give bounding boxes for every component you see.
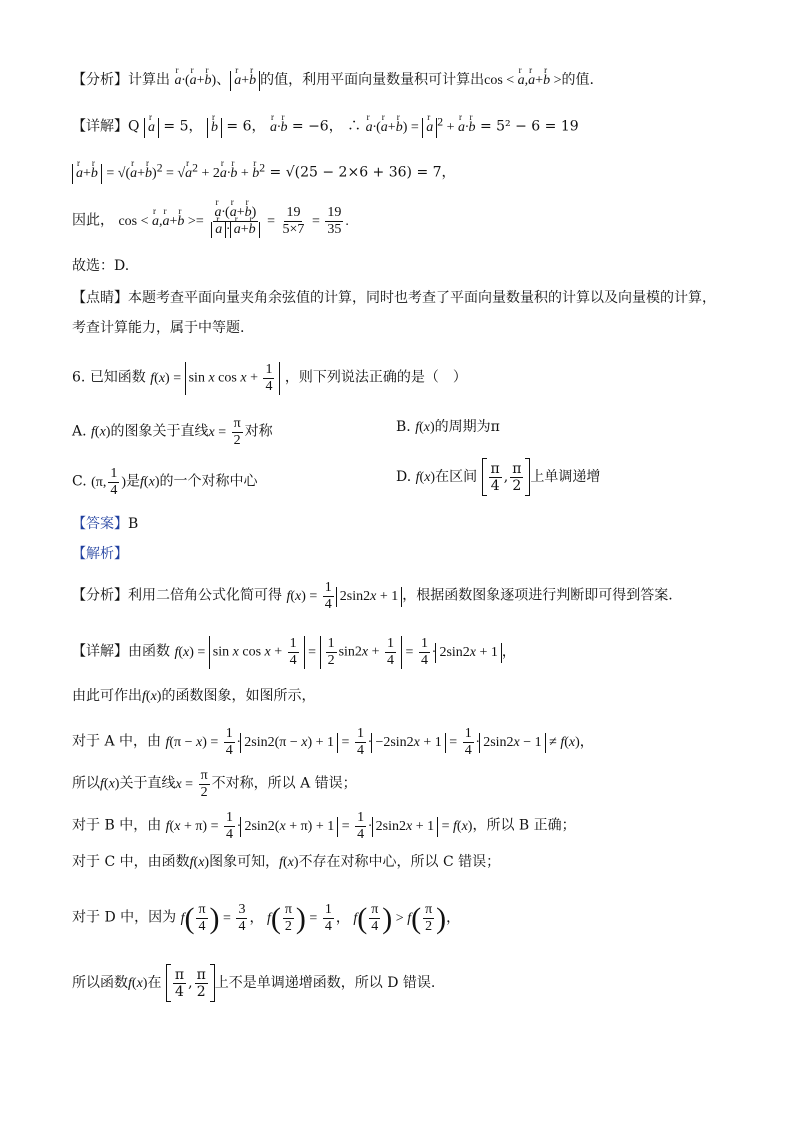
detail-eq-1: = 5， [163, 118, 203, 135]
analysis-line [72, 70, 594, 91]
frac-pi-4: $\frac{\pi}{4}$ [490, 460, 500, 494]
d-text-3: 在 [147, 975, 162, 991]
analysis-text-4: 的值. [561, 72, 594, 88]
interval-left-bracket [482, 458, 487, 496]
expr-fx-a2: f(x) [100, 776, 120, 792]
detail-line-1 [72, 112, 579, 138]
a-text-4: 不对称，所以 A 错误； [211, 775, 357, 792]
conclude-den-2: 35 [327, 222, 342, 237]
d-text-4: 上不是单调递增函数，所以 D 错误. [214, 975, 436, 991]
expr-fx-simplified: f(x) = $\frac{1}{4}$ 2sin2x + 1 [286, 589, 402, 604]
solution-detail-text-1: 由函数 [128, 643, 170, 660]
solution-analysis [72, 580, 673, 613]
expr-fx-definition: f(x) = sin x cos x + $\frac{1}{4}$ [150, 371, 280, 386]
expr-fx-d: f(x) [415, 470, 436, 485]
graph-line [72, 686, 315, 707]
analysis-d-conclusion: 所以函数f(x)在 $\frac{\pi}{4}$ , $\frac{\pi}{2}$ 上不是单调递增函数，所以 D 错误. [72, 964, 435, 1002]
b-text-1: 对于 B 中，由 [72, 817, 162, 834]
comment-tag: 【点睛】 [72, 290, 128, 306]
option-c-text-1: 是 [126, 473, 141, 490]
c-text-1: 对于 C 中，由函数 [72, 854, 190, 870]
detail-eq-2: = 6， [226, 118, 266, 135]
detail-tag: 【详解】 [72, 118, 128, 135]
expr-a-dot-a-plus-b: r a·(r a+r b) [174, 73, 216, 88]
detail-line-2 [72, 158, 456, 184]
frac-pi-2-b: $\frac{\pi}{2}$ [196, 966, 206, 1000]
answer-value: B [128, 516, 139, 532]
expr-a-dot-b: r a·r b [270, 120, 288, 135]
conclude-num-2: 19 [327, 205, 342, 220]
expr-x-eq-pi-2-b: x = $\frac{\pi}{2}$ [175, 768, 208, 800]
solution-tag: 【解析】 [72, 546, 128, 562]
expr-fx-c3: f(x) [279, 855, 299, 870]
detail-line2-rhs: = √(25 − 2×6 + 36) = 7， [269, 164, 456, 181]
d-text-2: 所以函数 [72, 975, 128, 991]
answer-line: 故选：D. [72, 258, 130, 274]
option-c-text-2: 的一个对称中心 [159, 473, 258, 490]
expr-fx-graph: f(x) [142, 689, 162, 704]
expr-abs-a-plus-b: r a+r b [230, 71, 260, 91]
solution-analysis-text-1: 利用二倍角公式化简可得 [128, 587, 282, 604]
option-d-label: D. [396, 469, 412, 485]
graph-text-1: 由此可作出 [72, 688, 142, 704]
analysis-b [72, 810, 576, 843]
stem-suffix: ，则下列说法正确的是（ ） [284, 369, 467, 386]
frac-pi-2: $\frac{\pi}{2}$ [512, 460, 522, 494]
answer-6 [72, 514, 138, 534]
question-number: 6. [72, 369, 86, 386]
analysis-d [72, 902, 460, 935]
a-text-2: 所以 [72, 775, 100, 792]
analysis-text-3: 的值，利用平面向量数量积可计算出 [260, 72, 485, 88]
option-a-text-1: 的图象关于直线 [110, 423, 209, 440]
stem-prefix: 已知函数 [89, 369, 146, 386]
comment-text: 本题考查平面向量夹角余弦值的计算，同时也考查了平面向量数量积的计算以及向量模的计算， [128, 290, 716, 306]
expr-a-check: f(π − x) = $\frac{1}{4}$ · 2sin2(π − x) + 1 = $\frac{1}{4}$ · −2sin2x + 1 = $\frac{1}{4}$ · 2sin2x − 1 ≠ f(x)， [165, 726, 594, 758]
conclude-den: 5×7 [282, 222, 305, 237]
analysis-text-1: 计算出 [128, 72, 170, 88]
analysis-c [72, 852, 500, 873]
therefore-symbol: ∴ [347, 118, 362, 135]
detail-line-3 [72, 205, 349, 238]
expr-fx-d2: f(x) [128, 976, 148, 991]
expr-abs-a: r a [144, 118, 159, 138]
analysis-a [72, 726, 594, 759]
c-text-3: 不存在对称中心，所以 C 错误； [298, 854, 501, 870]
detail-eq-3: = −6， [291, 118, 343, 135]
option-d-text-2: 上单调递增 [530, 469, 601, 485]
option-a-label: A. [72, 423, 87, 440]
expr-abs-b: r b [207, 118, 222, 138]
conclude-num: 19 [286, 205, 301, 220]
option-a-text-2: 对称 [244, 423, 273, 440]
expr-a-dot-a-plus-b-2: r a·(r a+r b) = r a $^2$ + r a·r b [366, 120, 476, 135]
option-b-label: B. [396, 419, 411, 435]
option-b-text: 的周期为π [434, 419, 500, 435]
option-c[interactable] [72, 466, 257, 499]
option-d-text-1: 在区间 [435, 469, 478, 485]
b-text-2: ，所以 B 正确； [472, 817, 576, 834]
detail-eq-4: = 5² − 6 = 19 [479, 118, 579, 135]
c-text-2: 图象可知， [209, 854, 280, 870]
expr-fx-b: f(x) [415, 420, 435, 435]
expr-cos-formula: cos < r a,r a+r b >= r a·(r a+r b) r a ·r a+r b = $\frac{19}{5\times 7}$ = $\frac{19}{35}$ . [118, 214, 348, 229]
answer-tag: 【答案】 [72, 516, 128, 532]
analysis-a-conclusion [72, 768, 357, 801]
graph-text-2: 的函数图象，如图所示， [161, 688, 316, 704]
analysis-tag: 【分析】 [72, 72, 128, 88]
option-d[interactable]: D. f(x)在区间 $\frac{\pi}{4}$ , $\frac{\pi}{2}$ 上单调递增 [396, 458, 600, 496]
a-text-3: 关于直线 [119, 775, 176, 792]
option-b[interactable] [396, 416, 500, 436]
expr-fx-c: f(x) [140, 474, 160, 490]
expr-d-check: f( $\frac{\pi}{4}$ ) = $\frac{3}{4}$ ， f( $\frac{\pi}{2}$ ) = $\frac{1}{4}$ ， f( $\frac{\pi}{4}$ ) > f( $\frac{\pi}{2}$ )， [180, 901, 461, 935]
expr-sqrt-expansion: = √(r a+r b)$^2$ = √r $a^2 + 2r$ a·r b + r $b^2$ [106, 166, 265, 181]
detail-q: Q [128, 118, 140, 135]
option-a[interactable] [72, 416, 273, 449]
solution-detail [72, 636, 516, 669]
expr-abs-a-plus-b-2: r a+r b [72, 164, 102, 184]
solution-analysis-text-2: ，根据函数图象逐项进行判断即可得到答案. [402, 587, 673, 604]
conclude-prefix: 因此， [72, 212, 114, 229]
a-text-1: 对于 A 中，由 [72, 733, 162, 750]
d-text-1: 对于 D 中，因为 [72, 909, 177, 926]
expr-cos-angle: cos < r a,r a+r b > [484, 73, 561, 88]
expr-x-eq-pi-2: x = $\frac{\pi}{2}$ [208, 416, 241, 448]
expr-b-check: f(x + π) = $\frac{1}{4}$ · 2sin2(x + π) + 1 = $\frac{1}{4}$ · 2sin2x + 1 = f(x) [165, 810, 473, 842]
expr-fx-c2: f(x) [189, 855, 210, 870]
frac-pi-4-b: $\frac{\pi}{4}$ [174, 966, 185, 1000]
solution-analysis-tag: 【分析】 [72, 587, 128, 604]
solution-detail-tag: 【详解】 [72, 643, 128, 660]
expr-point-pi-quarter: (π, $\frac{1}{4}$ ) [91, 466, 127, 498]
question-stem [72, 362, 467, 395]
option-c-label: C. [72, 473, 87, 490]
expr-fx-a: f(x) [91, 424, 111, 440]
interval-left-bracket-2 [166, 964, 171, 1002]
comment-line-1 [72, 288, 716, 308]
comment-line-2: 考查计算能力，属于中等题. [72, 320, 245, 336]
analysis-text-2: 、 [216, 72, 231, 88]
expr-fx-derivation: f(x) = sin x cos x + $\frac{1}{4}$ = $\frac{1}{2}$ sin2x + $\frac{1}{4}$ = $\frac{1}{4}$ · 2sin2x + 1 ， [174, 636, 516, 668]
